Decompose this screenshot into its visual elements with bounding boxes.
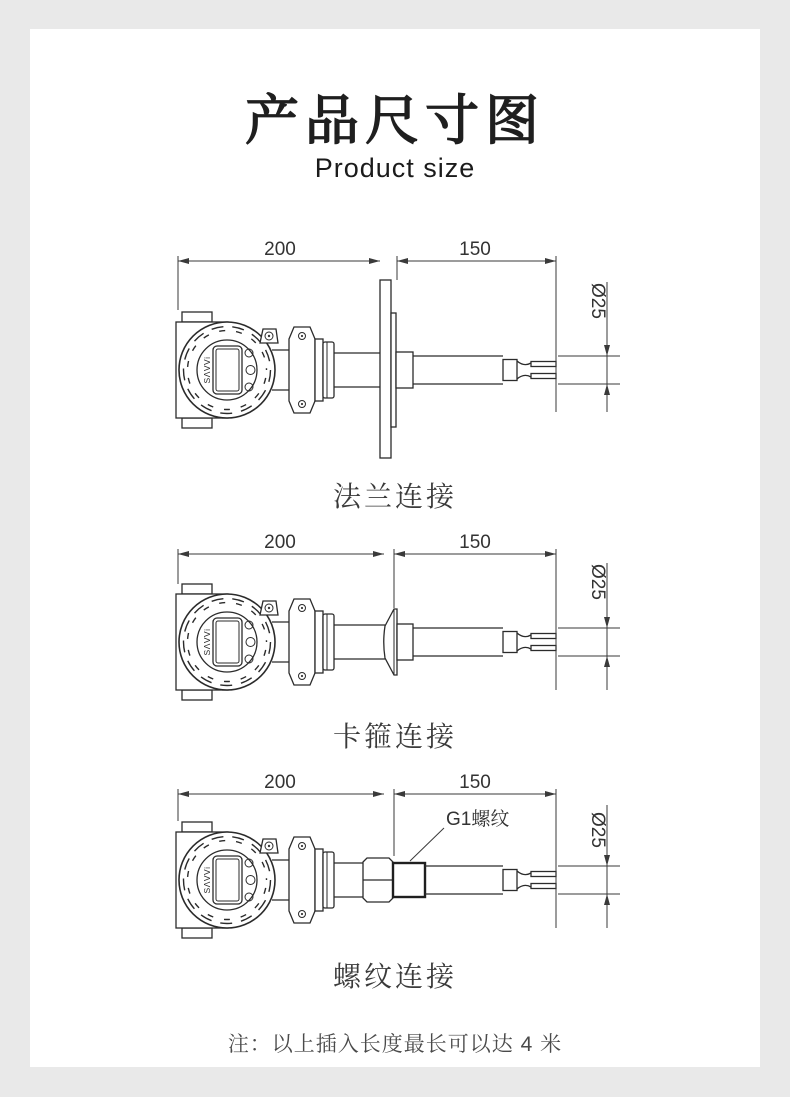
fork-base-block	[503, 360, 517, 381]
dim-diameter: Ø25	[587, 812, 608, 848]
dim-insert-length: 150	[459, 240, 491, 260]
dim-insert-length: 150	[459, 772, 491, 793]
thread-stub	[393, 863, 425, 897]
clamp-ferrule	[384, 609, 397, 675]
dimension-200	[178, 240, 380, 310]
probe-rod	[425, 866, 556, 894]
caption-clamp-connection: 卡箍连接	[332, 721, 457, 752]
dimension-diameter	[558, 563, 620, 690]
dimension-150	[394, 772, 556, 928]
fork-prong-bottom	[531, 374, 556, 379]
dimension-150	[397, 240, 556, 412]
flange-boss	[396, 352, 413, 388]
dim-back-length: 200	[264, 532, 296, 553]
page-subtitle: Product size	[314, 153, 476, 183]
flange-back-plate	[391, 313, 396, 427]
fork-base-block	[503, 632, 517, 653]
caption-flange-connection: 法兰连接	[332, 481, 457, 512]
fork-prong-top	[531, 362, 556, 367]
page-title: 产品尺寸图	[245, 91, 545, 151]
probe-tube	[334, 625, 385, 659]
dim-back-length: 200	[264, 240, 296, 260]
probe-rod	[413, 356, 556, 384]
fork-prong-bottom	[531, 884, 556, 889]
probe-tube	[334, 863, 363, 897]
dimension-diameter	[558, 282, 620, 412]
fork-prong-top	[531, 872, 556, 877]
drawing-flange-connection	[150, 240, 660, 465]
dimension-200	[178, 532, 384, 584]
fork-base-block	[503, 870, 517, 891]
dim-diameter: Ø25	[587, 283, 608, 319]
drawing-clamp-connection	[150, 530, 660, 705]
ferrule-boss	[397, 624, 413, 660]
thread-label: G1螺纹	[446, 809, 510, 830]
probe-rod	[413, 628, 556, 656]
fork-prong-bottom	[531, 646, 556, 651]
thread-annotation	[410, 808, 509, 861]
dimension-200	[178, 772, 384, 821]
flange-plate	[380, 280, 391, 458]
dim-back-length: 200	[264, 772, 296, 793]
note-text: 注：以上插入长度最长可以达 4 米	[227, 1033, 563, 1056]
dimension-diameter	[558, 805, 620, 928]
dimension-150	[394, 532, 556, 690]
dim-diameter: Ø25	[587, 564, 608, 600]
fork-prong-top	[531, 634, 556, 639]
caption-thread-connection: 螺纹连接	[332, 961, 457, 992]
dim-insert-length: 150	[459, 532, 491, 553]
drawing-thread-connection	[150, 770, 660, 945]
probe-tube	[334, 353, 380, 387]
